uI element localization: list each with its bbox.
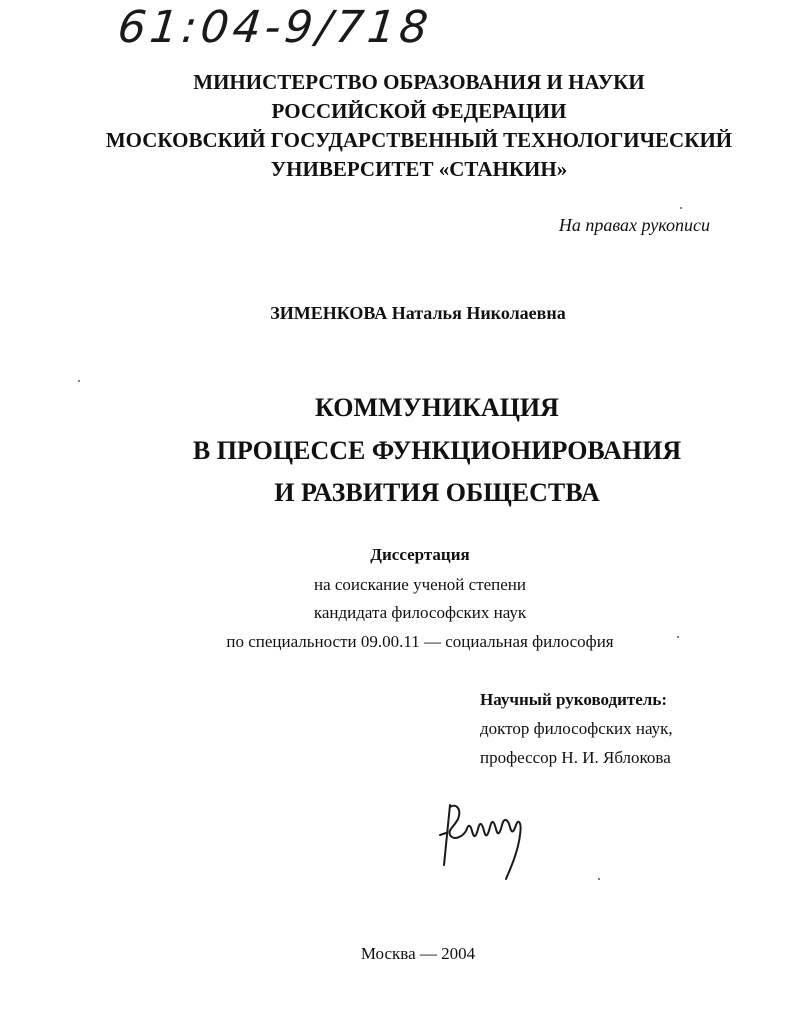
handwritten-catalog-number: 61:04-9/718 (115, 2, 435, 53)
rights-note: На правах рукописи (558, 215, 710, 235)
title-line-1: КОММУНИКАЦИЯ (315, 393, 559, 422)
organization-line-1: МИНИСТЕРСТВО ОБРАЗОВАНИЯ И НАУКИ (193, 70, 645, 94)
title-line-3: И РАЗВИТИЯ ОБЩЕСТВА (274, 478, 600, 507)
degree-line-1: на соискание ученой степени (313, 575, 527, 594)
scan-speck (680, 207, 682, 209)
handwritten-signature (432, 795, 542, 885)
supervisor-name: профессор Н. И. Яблокова (480, 748, 671, 767)
scan-speck (78, 380, 80, 382)
specialty-line: по специальности 09.00.11 — социальная философия (226, 632, 614, 651)
scan-speck (598, 878, 600, 880)
dissertation-type: Диссертация (370, 545, 470, 564)
degree-line-2: кандидата философских наук (313, 603, 527, 622)
title-line-2: В ПРОЦЕССЕ ФУНКЦИОНИРОВАНИЯ (192, 436, 682, 465)
supervisor-degree: доктор философских наук, (480, 719, 673, 738)
author-name (0, 303, 798, 324)
author-given-name: Наталья Николаевна (391, 303, 566, 323)
organization-line-4: УНИВЕРСИТЕТ «СТАНКИН» (270, 157, 568, 181)
city-year: Москва — 2004 (360, 944, 476, 963)
author-surname: ЗИМЕНКОВА (270, 303, 388, 323)
organization-line-2: РОССИЙСКОЙ ФЕДЕРАЦИИ (271, 99, 567, 123)
scan-speck (677, 636, 679, 638)
organization-line-3: МОСКОВСКИЙ ГОСУДАРСТВЕННЫЙ ТЕХНОЛОГИЧЕСКИЙ (105, 128, 733, 152)
supervisor-heading: Научный руководитель: (480, 690, 667, 709)
